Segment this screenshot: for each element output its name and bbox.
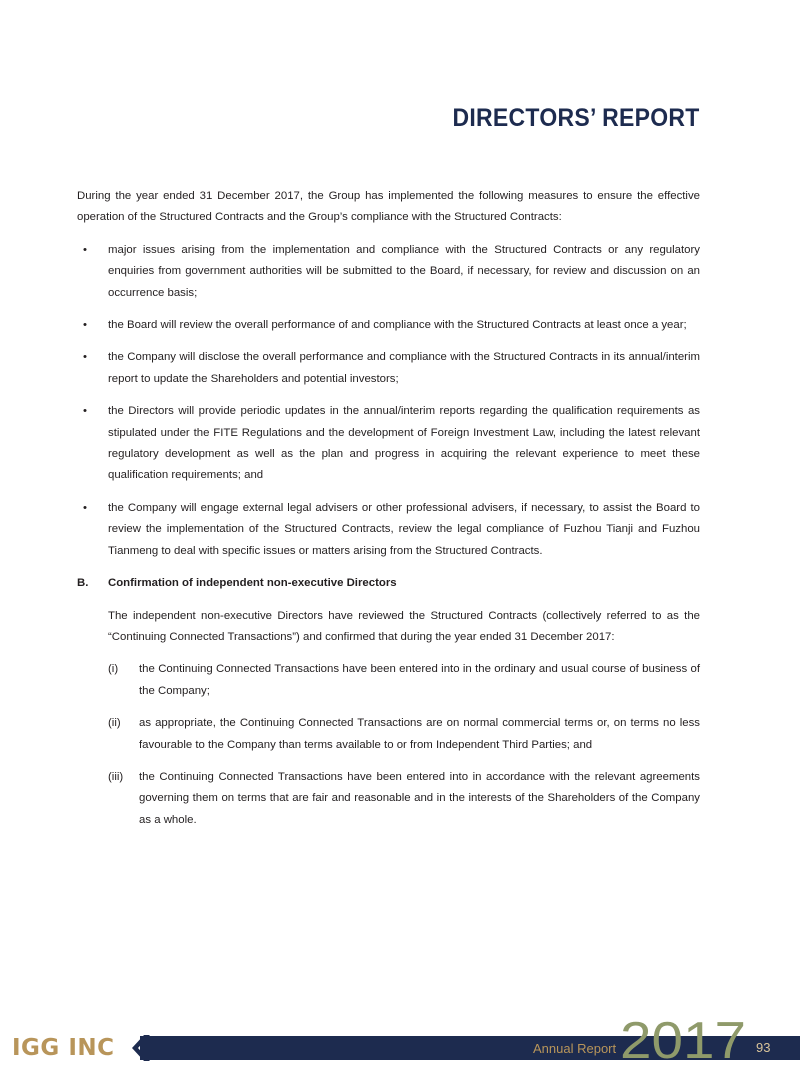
confirmation-list <box>108 659 700 831</box>
section-letter: B. <box>77 577 89 590</box>
year-logo <box>620 1014 750 1066</box>
page-title: DIRECTORS’ REPORT <box>452 104 700 132</box>
list-item: (i) the Continuing Connected Transactions have been entered into in the ordinary and usual course of business of the Company; <box>108 659 700 702</box>
list-item: • major issues arising from the implementation and compliance with the Structured Contracts or any regulatory enquiries from government authorities will be submitted to the Board, if necessary, for review and discussion on an occurrence basis; <box>77 240 700 304</box>
item-number: (ii) <box>108 717 121 730</box>
item-number: (i) <box>108 663 119 676</box>
section-b-heading <box>77 573 700 594</box>
item-number: (iii) <box>108 770 124 783</box>
section-b-body <box>77 606 700 832</box>
annual-report-label: Annual Report <box>533 1041 617 1056</box>
year-text: 2017 <box>620 1014 746 1066</box>
list-item: • the Directors will provide periodic updates in the annual/interim reports regarding the qualification requirements as stipulated under the FITE Regulations and the development of Foreign Investment Law, including the latest relevant regulatory development as well as the plan and progress in acquiring the relevant experience to meet these qualification requirements; and <box>77 401 700 487</box>
list-item: • the Company will engage external legal advisers or other professional advisers, if necessary, to assist the Board to review the implementation of the Structured Contracts, review the legal compliance of Fuzhou Tianji and Fuzhou Tianmeng to deal with specific issues or matters arising from the Structured Contracts. <box>77 498 700 562</box>
list-item: (ii) as appropriate, the Continuing Connected Transactions are on normal commercial terms or, on terms no less favourable to the Company than terms available to or from Independent Third Parties; and <box>108 713 700 756</box>
chevron-left-icon <box>126 1034 156 1062</box>
page-number: 93 <box>756 1040 771 1055</box>
bullet-icon: • <box>83 243 87 256</box>
bullet-icon: • <box>83 405 87 418</box>
list-item: (iii) the Continuing Connected Transactions have been entered into in accordance with the relevant agreements governing them on terms that are fair and reasonable and in the interests of the Shareholders of the Company as a whole. <box>108 767 700 831</box>
list-item: • the Board will review the overall performance of and compliance with the Structured Contracts at least once a year; <box>77 315 700 336</box>
measures-list <box>77 240 700 562</box>
company-logo: IGG INC <box>12 1035 115 1061</box>
intro-paragraph: During the year ended 31 December 2017, the Group has implemented the following measures to ensure the effective operation of the Structured Contracts and the Group’s compliance with the Structured Contracts: <box>77 190 700 224</box>
section-title: Confirmation of independent non-executive Directors <box>108 577 397 590</box>
list-item: • the Company will disclose the overall performance and compliance with the Structured Contracts in its annual/interim report to update the Shareholders and potential investors; <box>77 347 700 390</box>
bullet-icon: • <box>83 501 87 514</box>
bullet-icon: • <box>83 351 87 364</box>
report-body <box>77 186 700 842</box>
section-paragraph: The independent non-executive Directors have reviewed the Structured Contracts (collectively referred to as the “Continuing Connected Transactions”) and confirmed that during the year ended 31 December 2017: <box>108 609 700 643</box>
bullet-icon: • <box>83 319 87 332</box>
